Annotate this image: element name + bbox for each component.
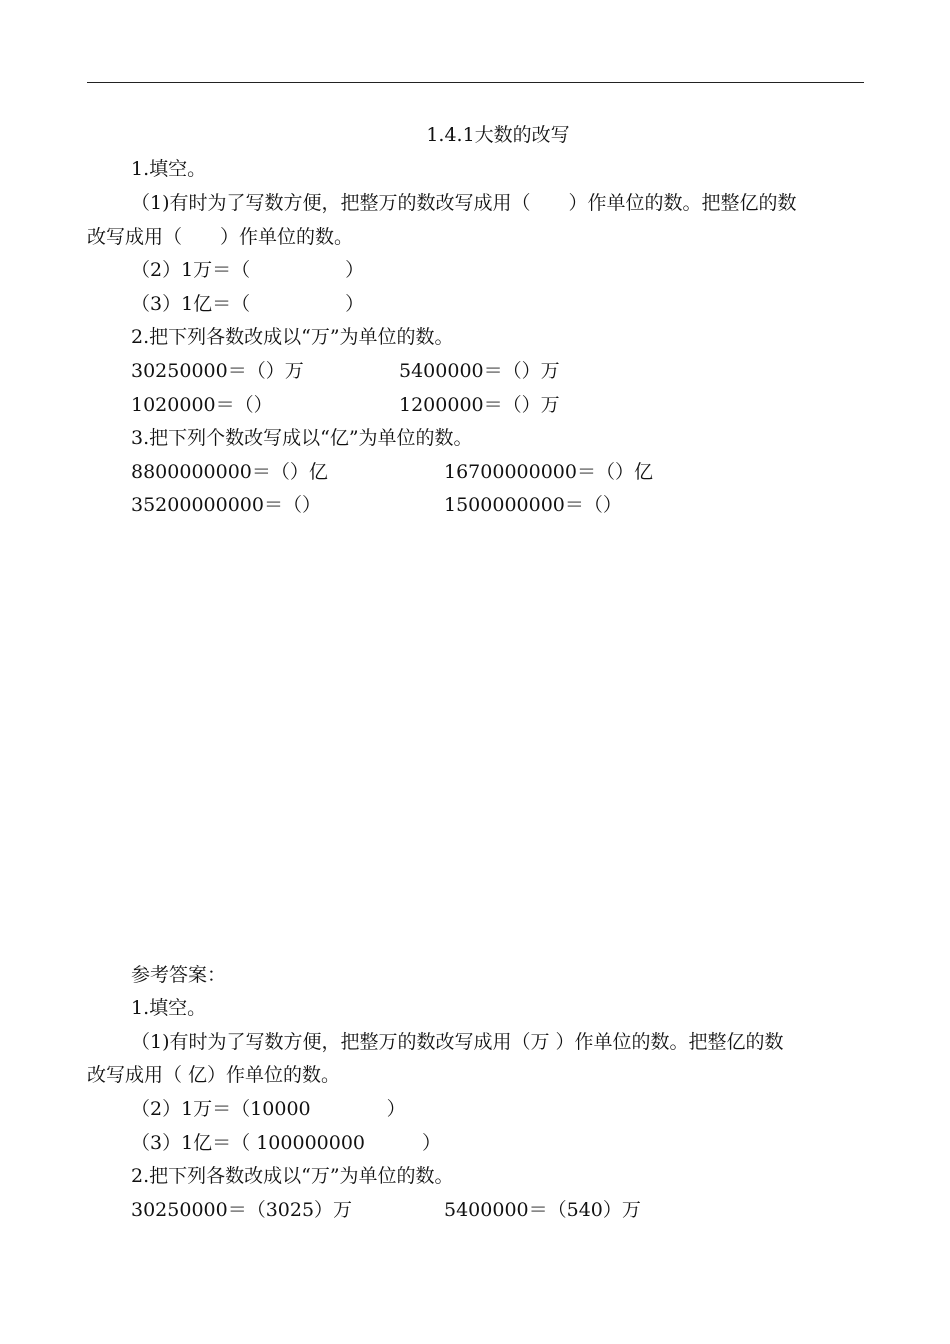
question-2-item-c: 1020000＝（） xyxy=(131,394,273,416)
question-3-item-c: 35200000000＝（） xyxy=(131,494,321,516)
question-1-2: （2）1万＝（ ） xyxy=(131,259,365,281)
answer-1-heading: 1.填空。 xyxy=(131,997,207,1019)
question-2-item-b: 5400000＝（）万 xyxy=(399,360,560,382)
answer-1-2: （2）1万＝（10000 ） xyxy=(131,1098,406,1120)
question-3-heading: 3.把下列个数改写成以“亿”为单位的数。 xyxy=(131,427,473,449)
question-2-item-d: 1200000＝（）万 xyxy=(399,394,560,416)
question-2-heading: 2.把下列各数改成以“万”为单位的数。 xyxy=(131,326,454,348)
question-3-item-b: 16700000000＝（）亿 xyxy=(444,461,653,483)
answer-2-item-a: 30250000＝（3025）万 xyxy=(131,1199,353,1221)
answers-heading: 参考答案： xyxy=(131,964,227,986)
answer-1-1-line-1: （1)有时为了写数方便，把整万的数改写成用（万 ）作单位的数。把整亿的数 xyxy=(131,1031,784,1053)
answer-1-3: （3）1亿＝（ 100000000 ） xyxy=(131,1132,442,1154)
answer-1-1-line-2: 改写成用（ 亿）作单位的数。 xyxy=(87,1064,341,1086)
header-rule xyxy=(87,82,864,83)
question-1-1-line-2: 改写成用（ ）作单位的数。 xyxy=(87,226,354,248)
question-1-heading: 1.填空。 xyxy=(131,158,207,180)
page-title: 1.4.1大数的改写 xyxy=(426,124,570,146)
answer-2-item-b: 5400000＝（540）万 xyxy=(444,1199,641,1221)
answer-2-heading: 2.把下列各数改成以“万”为单位的数。 xyxy=(131,1165,454,1187)
question-2-item-a: 30250000＝（）万 xyxy=(131,360,304,382)
question-3-item-a: 8800000000＝（）亿 xyxy=(131,461,328,483)
question-1-3: （3）1亿＝（ ） xyxy=(131,293,365,315)
question-1-1-line-1: （1)有时为了写数方便，把整万的数改写成用（ ）作单位的数。把整亿的数 xyxy=(131,192,797,214)
question-3-item-d: 1500000000＝（） xyxy=(444,494,622,516)
